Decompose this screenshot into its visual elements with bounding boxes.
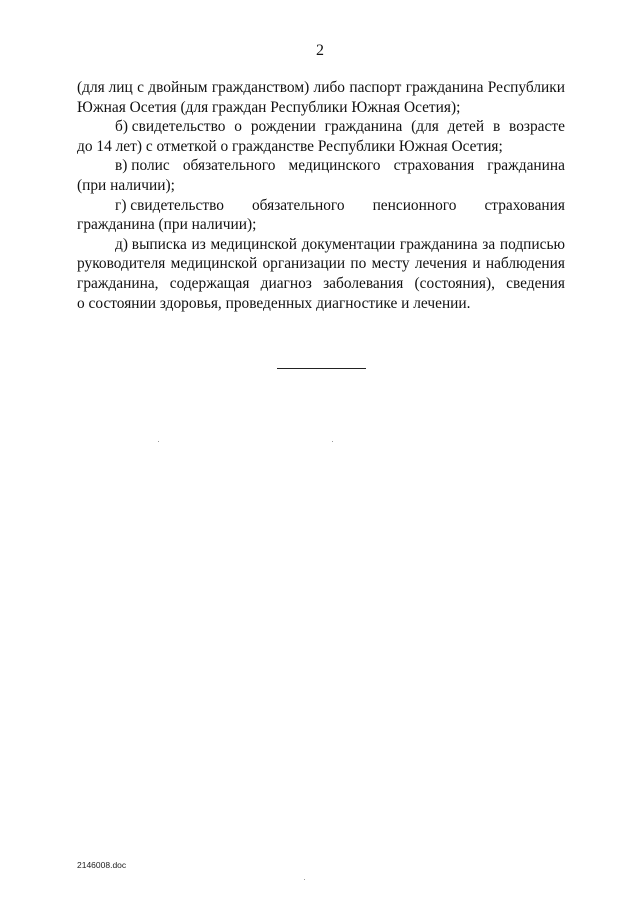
- scan-speck: [158, 441, 159, 442]
- text-line: до 14 лет) с отметкой о гражданстве Республики Южная Осетия;: [77, 137, 503, 155]
- text-line: о состоянии здоровья, проведенных диагностике и лечении.: [77, 294, 471, 312]
- document-body: [77, 78, 565, 313]
- list-item-v: в) полис обязательного медицинского страхования гражданина: [115, 157, 565, 175]
- text-line: (при наличии);: [77, 176, 175, 194]
- text-line: руководителя медицинской организации по месту лечения и наблюдения: [77, 255, 565, 273]
- page-number: 2: [316, 42, 324, 59]
- text-line: гражданина (при наличии);: [77, 216, 257, 234]
- text-line: Южная Осетия (для граждан Республики Южная Осетия);: [77, 98, 461, 116]
- end-of-text-rule: [277, 368, 366, 369]
- list-item-b: б) свидетельство о рождении гражданина (для детей в возрасте: [115, 118, 565, 136]
- text-line: (для лиц с двойным гражданством) либо паспорт гражданина Республики: [77, 79, 565, 96]
- list-item-g: г) свидетельство обязательного пенсионного страхования: [115, 196, 565, 214]
- scan-speck: [304, 879, 305, 880]
- list-item-d: д) выписка из медицинской документации гражданина за подписью: [115, 235, 565, 253]
- footer-doc-code: 2146008.doc: [77, 860, 127, 870]
- text-line: гражданина, содержащая диагноз заболевания (состояния), сведения: [77, 274, 565, 292]
- scan-speck: [332, 441, 333, 442]
